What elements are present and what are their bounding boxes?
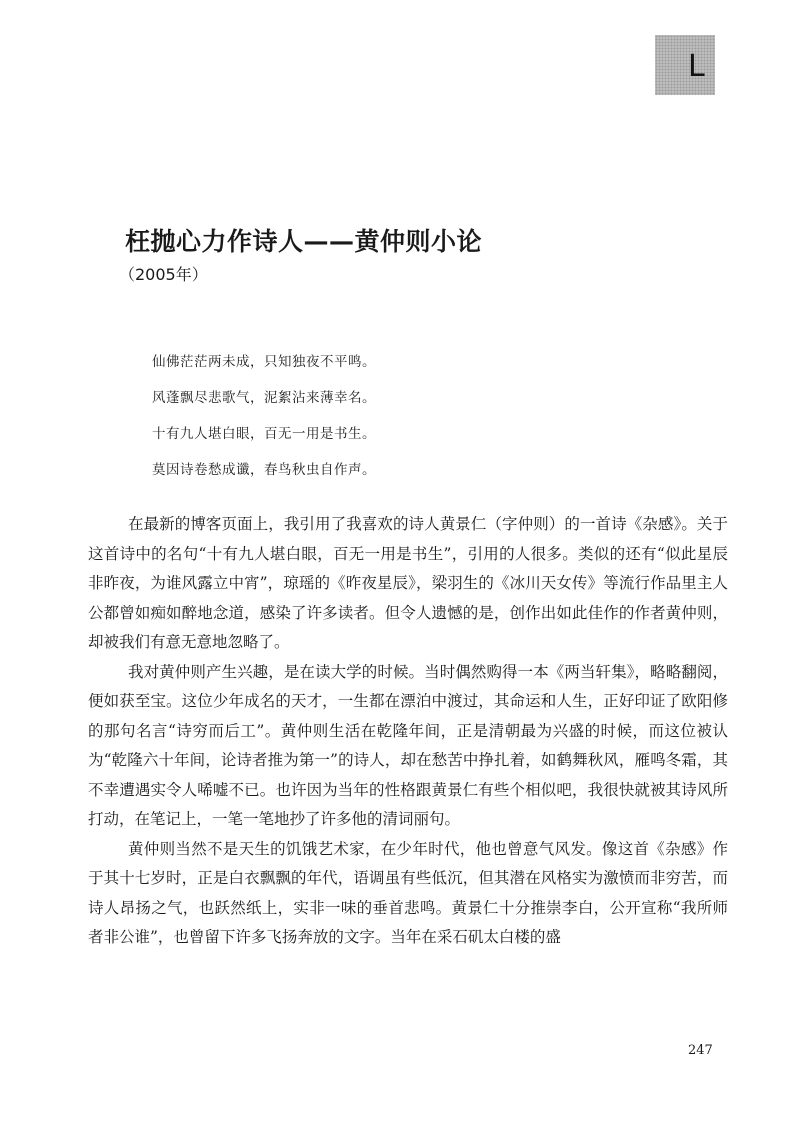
poem-line: 风蓬飘尽悲歌气，泥絮沾来薄幸名。	[152, 390, 376, 406]
poem-line: 莫因诗卷愁成谶，春鸟秋虫自作声。	[152, 462, 376, 478]
poem-line: 十有九人堪白眼，百无一用是书生。	[152, 426, 376, 442]
article-title: 枉抛心力作诗人——黄仲则小论	[125, 227, 483, 256]
body-text	[88, 510, 728, 953]
body-paragraph: 我对黄仲则产生兴趣，是在读大学的时候。当时偶然购得一本《两当轩集》，略略翻阅，便如获至宝。这位少年成名的天才，一生都在漂泊中渡过，其命运和人生，正好印证了欧阳修的那句名言“诗穷而后工”。黄仲则生活在乾隆年间，正是清朝最为兴盛的时候，而这位被认为“乾隆六十年间，论诗者推为第一”的诗人，却在愁苦中挣扎着，如鹤舞秋风，雁鸣冬霜，其不幸遭遇实令人唏嘘不已。也许因为当年的性格跟黄景仁有些个相似吧，我很快就被其诗风所打动，在笔记上，一笔一笔地抄了许多他的清词丽句。	[88, 662, 728, 828]
page-number: 247	[688, 1043, 713, 1058]
body-paragraph: 黄仲则当然不是天生的饥饿艺术家，在少年时代，他也曾意气风发。像这首《杂感》作于其十七岁时，正是白衣飘飘的年代，语调虽有些低沉，但其潜在风格实为激愤而非穷苦，而诗人昂扬之气，也跃然纸上，实非一味的垂首悲鸣。黄景仁十分推崇李白，公开宣称“我所师者非公谁”，也曾留下许多飞扬奔放的文字。当年在采石矶太白楼的盛	[88, 839, 728, 946]
article-year: （2005年）	[119, 265, 208, 284]
poem-block	[152, 352, 376, 496]
poem-line: 仙佛茫茫两未成，只知独夜不平鸣。	[152, 354, 376, 370]
section-letter: L	[688, 49, 705, 84]
section-tab	[655, 35, 715, 95]
body-paragraph: 在最新的博客页面上，我引用了我喜欢的诗人黄景仁（字仲则）的一首诗《杂感》。关于这首诗中的名句“十有九人堪白眼，百无一用是书生”，引用的人很多。类似的还有“似此星辰非昨夜，为谁风露立中宵”，琼瑶的《昨夜星辰》，梁羽生的《冰川天女传》等流行作品里主人公都曾如痴如醉地念道，感染了许多读者。但令人遗憾的是，创作出如此佳作的作者黄仲则，却被我们有意无意地忽略了。	[88, 515, 728, 651]
